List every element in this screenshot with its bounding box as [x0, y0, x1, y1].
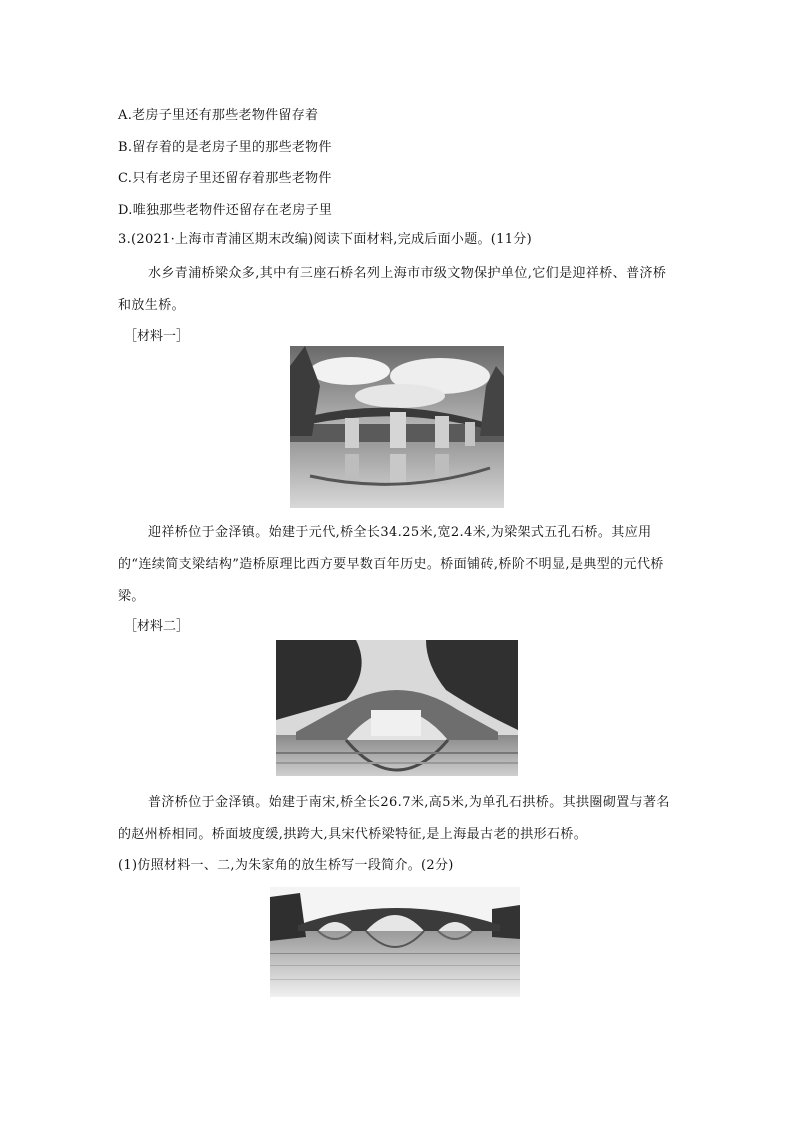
option-d: D.唯独那些老物件还留存在老房子里	[118, 203, 333, 218]
material1-label: ［材料一］	[124, 329, 190, 344]
question-heading: 3.(2021·上海市青浦区期末改编)阅读下面材料,完成后面小题。(11分)	[118, 232, 532, 247]
photo-yingxiang-bridge	[290, 346, 504, 508]
option-c: C.只有老房子里还留存着那些老物件	[118, 171, 332, 186]
material1-text: 迎祥桥位于金泽镇。始建于元代,桥全长34.25米,宽2.4米,为梁架式五孔石桥。其应用的“连续简支梁结构”造桥原理比西方要早数百年历史。桥面铺砖,桥阶不明显,是典型的元代桥梁。	[118, 525, 664, 604]
photo-fangsheng-bridge	[270, 887, 520, 997]
intro-text: 水乡青浦桥梁众多,其中有三座石桥名列上海市市级文物保护单位,它们是迎祥桥、普济桥和放生桥。	[118, 266, 667, 313]
material2-paragraph	[118, 787, 678, 851]
material2-text: 普济桥位于金泽镇。始建于南宋,桥全长26.7米,高5米,为单孔石拱桥。其拱圈砌置与著名的赵州桥相同。桥面坡度缓,拱跨大,具宋代桥梁特征,是上海最古老的拱形石桥。	[118, 795, 670, 842]
photo-puji-bridge	[276, 640, 518, 776]
material2-label: ［材料二］	[124, 619, 190, 634]
subquestion: (1)仿照材料一、二,为朱家角的放生桥写一段简介。(2分)	[118, 858, 454, 873]
material1-paragraph	[118, 517, 678, 613]
intro-paragraph	[118, 258, 678, 322]
option-a: A.老房子里还有那些老物件留存着	[118, 108, 319, 123]
option-b: B.留存着的是老房子里的那些老物件	[118, 140, 332, 155]
